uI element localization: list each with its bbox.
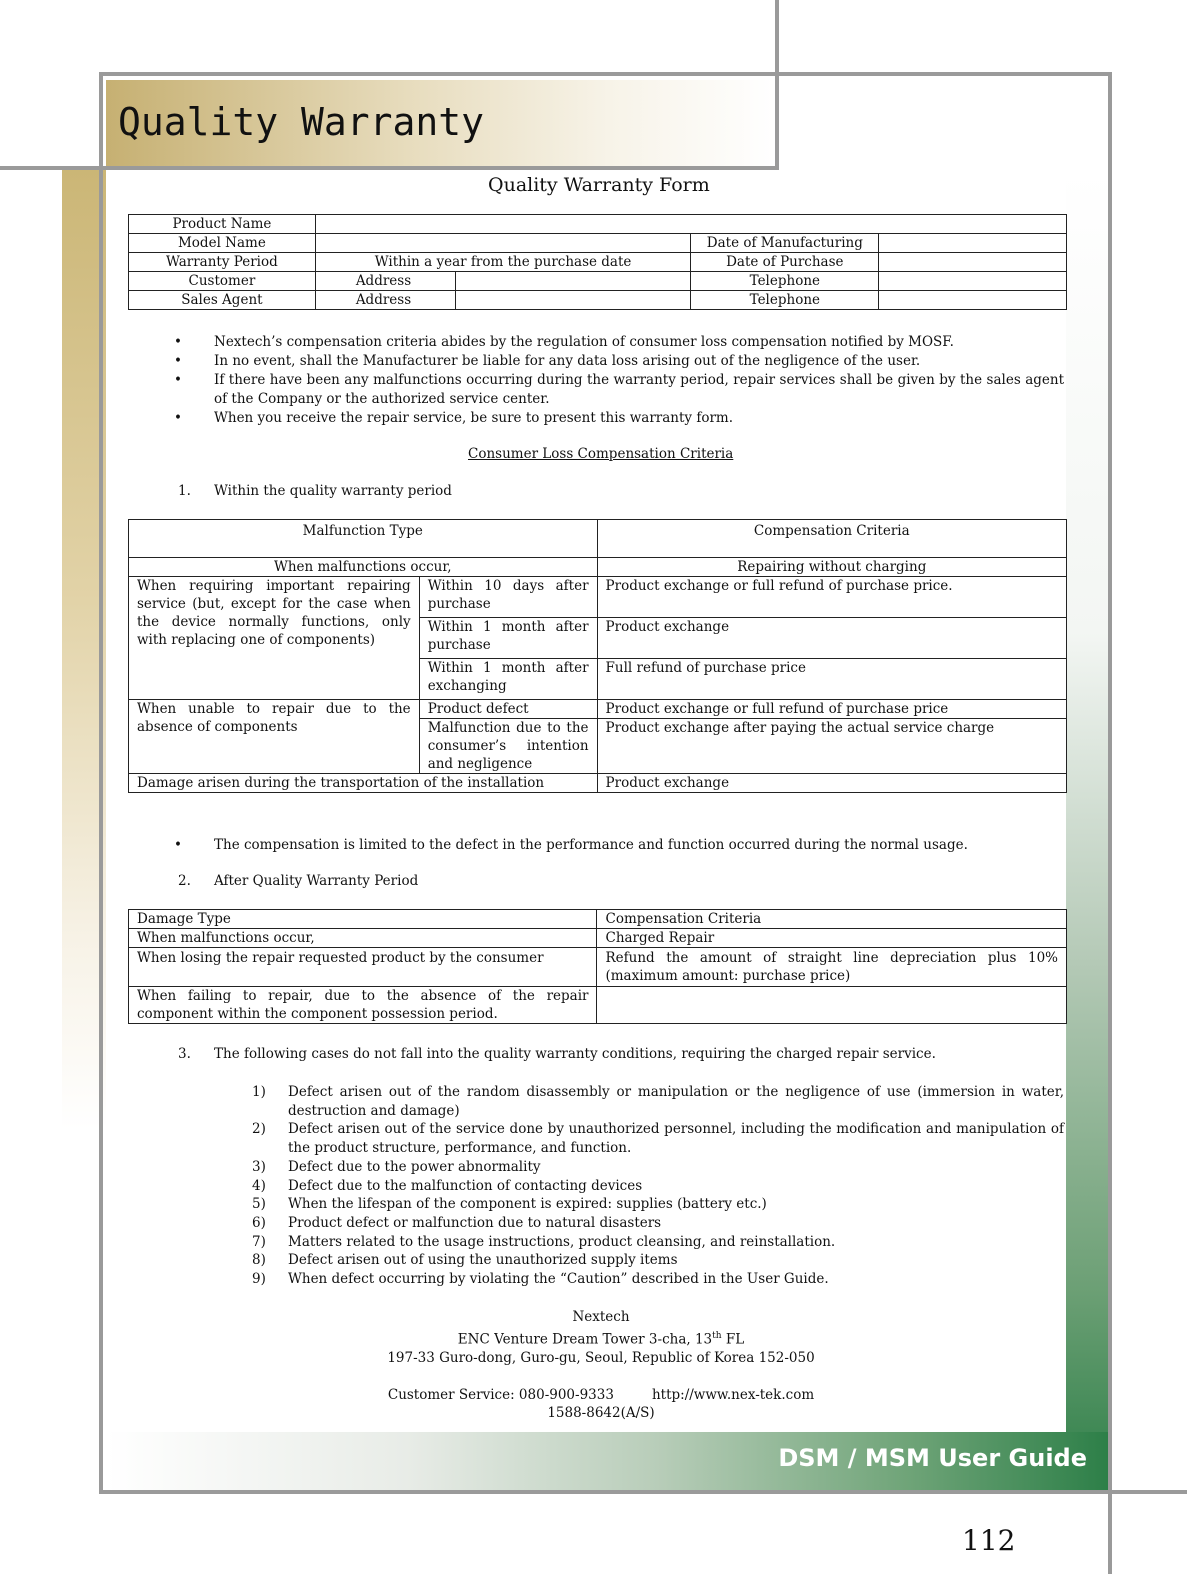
table2-header-type: Damage Type	[129, 910, 597, 929]
table1-condition: Within 1 month after exchanging	[419, 659, 597, 700]
table2-criteria: Charged Repair	[597, 929, 1067, 948]
customer-telephone-value	[879, 272, 1067, 291]
frame-vertical-top-line	[775, 0, 779, 170]
list-item-number: 2)	[252, 1121, 266, 1138]
table1-group1-label: When requiring important repairing service (but, except for the case when the device normally functions, only with replacing one of components)	[129, 577, 420, 700]
address-line-1-prefix: ENC Venture Dream Tower 3-cha, 13	[457, 1331, 713, 1348]
bullet-item: • If there have been any malfunctions occurring during the warranty period, repair services shall be given by the sales agent of the Company or the authorized service center.	[174, 371, 1064, 409]
table1-criteria: Product exchange after paying the actual service charge	[597, 719, 1066, 774]
compensation-table-1	[128, 519, 1067, 793]
section-2-heading	[178, 873, 418, 889]
list-item-number: 4)	[252, 1177, 266, 1194]
list-item-text: Product defect or malfunction due to natural disasters	[288, 1214, 662, 1231]
date-of-manufacturing-value	[879, 234, 1067, 253]
table1-criteria: Product exchange or full refund of purchase price	[597, 700, 1066, 719]
table1-condition: Within 1 month after purchase	[419, 618, 597, 659]
list-item	[252, 1158, 1064, 1177]
table2-criteria	[597, 987, 1067, 1024]
as-phone: 1588-8642(A/S)	[547, 1405, 655, 1422]
sales-agent-address-value	[455, 291, 691, 310]
table1-header-type: Malfunction Type	[129, 520, 598, 558]
footer-brand: DSM / MSM User Guide	[778, 1444, 1087, 1472]
customer-service: Customer Service: 080-900-9333	[387, 1386, 614, 1403]
customer-telephone-label: Telephone	[691, 272, 879, 291]
section-number: 2.	[178, 873, 191, 889]
warranty-period-value: Within a year from the purchase date	[315, 253, 691, 272]
table1-group2-label: When unable to repair due to the absence of components	[129, 700, 420, 774]
bullet-item: • The compensation is limited to the defect in the performance and function occurred during the normal usage.	[174, 836, 1064, 855]
table1-when-label: When malfunctions occur,	[129, 558, 598, 577]
list-item	[252, 1120, 1064, 1157]
contact-line	[128, 1386, 1074, 1405]
model-name-label: Model Name	[129, 234, 316, 253]
list-item-number: 3)	[252, 1158, 266, 1175]
list-item-text: Defect arisen out of the service done by unauthorized personnel, including the modification and manipulation of the product structure, performance, and function.	[288, 1121, 1064, 1157]
info-table	[128, 214, 1067, 310]
exclusion-list	[252, 1083, 1064, 1289]
list-item-text: When the lifespan of the component is expired: supplies (battery etc.)	[288, 1196, 767, 1213]
table1-condition: Product defect	[419, 700, 597, 719]
table2-criteria: Refund the amount of straight line depreciation plus 10% (maximum amount: purchase price)	[597, 948, 1067, 987]
list-item-number: 8)	[252, 1252, 266, 1269]
model-name-value	[315, 234, 691, 253]
list-item	[252, 1177, 1064, 1196]
right-green-gradient	[1066, 170, 1108, 1492]
table1-condition: Within 10 days after purchase	[419, 577, 597, 618]
list-item-text: Defect arisen out of the random disassembly or manipulation or the negligence of use (immersion in water, destruction and damage)	[288, 1084, 1064, 1119]
section-3-heading	[178, 1046, 936, 1062]
list-item	[252, 1233, 1064, 1252]
table1-header-criteria: Compensation Criteria	[597, 520, 1066, 558]
list-item-number: 9)	[252, 1271, 266, 1288]
sales-agent-address-label: Address	[315, 291, 455, 310]
table1-transport-label: Damage arisen during the transportation of the installation	[129, 774, 598, 793]
date-of-manufacturing-label: Date of Manufacturing	[691, 234, 879, 253]
company-address-line-1	[128, 1327, 1074, 1349]
table1-criteria: Product exchange	[597, 618, 1066, 659]
table1-criteria: Product exchange or full refund of purchase price.	[597, 577, 1066, 618]
notice-bullets	[174, 333, 1064, 428]
header-underline	[0, 166, 779, 170]
page-number: 112	[962, 1524, 1016, 1557]
form-title: Quality Warranty Form	[488, 174, 710, 196]
customer-label: Customer	[129, 272, 316, 291]
list-item	[252, 1214, 1064, 1233]
address-line-1-sup: th	[712, 1330, 722, 1341]
table1-when-value: Repairing without charging	[597, 558, 1066, 577]
table2-type: When losing the repair requested product by the consumer	[129, 948, 597, 987]
criteria-heading: Consumer Loss Compensation Criteria	[468, 446, 734, 462]
frame-right-line	[1108, 72, 1112, 1574]
table1-criteria: Full refund of purchase price	[597, 659, 1066, 700]
page-title: Quality Warranty	[118, 100, 485, 144]
section-title: Within the quality warranty period	[214, 483, 452, 499]
compensation-table-2	[128, 909, 1067, 1024]
customer-address-label: Address	[315, 272, 455, 291]
date-of-purchase-value	[879, 253, 1067, 272]
company-address-block	[128, 1308, 1074, 1423]
list-item-text: When defect occurring by violating the “Caution” described in the User Guide.	[288, 1271, 829, 1288]
section-title: After Quality Warranty Period	[214, 873, 419, 889]
frame-bottom-line	[99, 1490, 1187, 1494]
list-item-text: Defect due to the malfunction of contacting devices	[288, 1177, 643, 1194]
section-number: 1.	[178, 483, 191, 499]
section-title: The following cases do not fall into the quality warranty conditions, requiring the charged repair service.	[214, 1046, 936, 1062]
list-item-text: Matters related to the usage instructions, product cleansing, and reinstallation.	[288, 1233, 836, 1250]
product-name-label: Product Name	[129, 215, 316, 234]
list-item	[252, 1251, 1064, 1270]
list-item-number: 7)	[252, 1233, 266, 1250]
table1-transport-value: Product exchange	[597, 774, 1066, 793]
table2-header-criteria: Compensation Criteria	[597, 910, 1067, 929]
bullet-item: • When you receive the repair service, be sure to present this warranty form.	[174, 409, 1064, 428]
list-item-number: 1)	[252, 1084, 266, 1100]
company-name: Nextech	[572, 1309, 630, 1325]
list-item	[252, 1083, 1064, 1120]
list-item-number: 6)	[252, 1214, 266, 1231]
bullet-item: • Nextech’s compensation criteria abides by the regulation of consumer loss compensation notified by MOSF.	[174, 333, 1064, 352]
table2-type: When malfunctions occur,	[129, 929, 597, 948]
sales-agent-telephone-label: Telephone	[691, 291, 879, 310]
list-item	[252, 1270, 1064, 1289]
address-line-1-suffix: FL	[721, 1331, 745, 1348]
frame-top-line	[102, 72, 1112, 76]
list-item-text: Defect due to the power abnormality	[288, 1158, 541, 1175]
company-address-line-2: 197-33 Guro-dong, Guro-gu, Seoul, Republic of Korea 152-050	[387, 1349, 815, 1366]
section-1-heading	[178, 483, 452, 499]
list-item-text: Defect arisen out of using the unauthorized supply items	[288, 1252, 678, 1269]
note-bullet	[174, 836, 1064, 855]
frame-left-line	[99, 72, 103, 1494]
product-name-value	[315, 215, 1066, 234]
list-item	[252, 1195, 1064, 1214]
table2-type: When failing to repair, due to the absence of the repair component within the component possession period.	[129, 987, 597, 1024]
date-of-purchase-label: Date of Purchase	[691, 253, 879, 272]
website-link[interactable]: http://www.nex-tek.com	[651, 1386, 815, 1403]
warranty-period-label: Warranty Period	[129, 253, 316, 272]
list-item-number: 5)	[252, 1196, 266, 1213]
bullet-item: • In no event, shall the Manufacturer be liable for any data loss arising out of the negligence of the user.	[174, 352, 1064, 371]
table1-condition: Malfunction due to the consumer’s intention and negligence	[419, 719, 597, 774]
sales-agent-label: Sales Agent	[129, 291, 316, 310]
section-number: 3.	[178, 1046, 191, 1062]
sales-agent-telephone-value	[879, 291, 1067, 310]
customer-address-value	[455, 272, 691, 291]
